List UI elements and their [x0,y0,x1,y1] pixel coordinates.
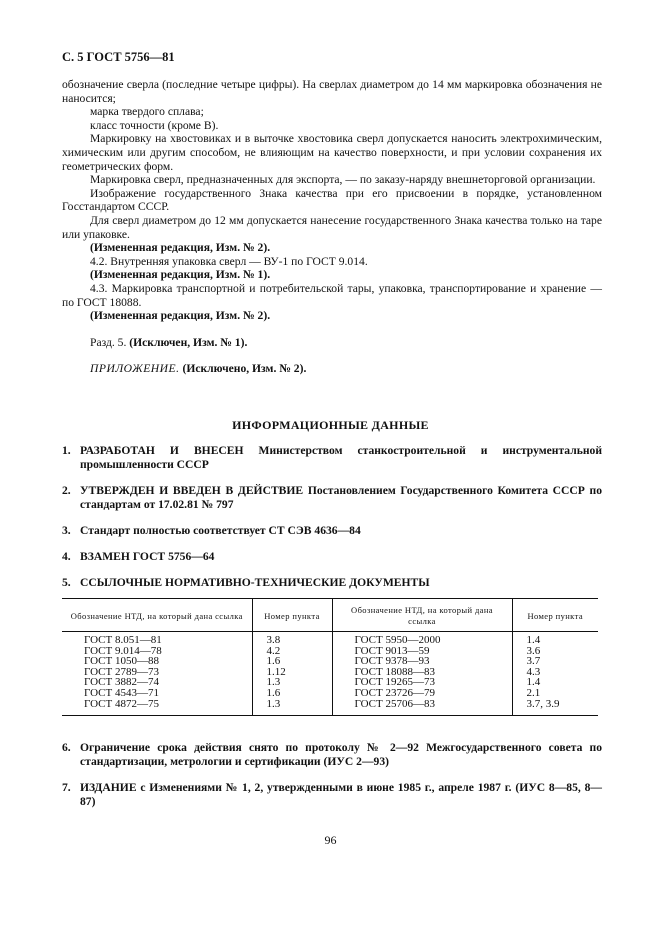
table-cell: 2.1 [526,686,541,699]
table-row [62,688,598,699]
table-cell: 3.6 [526,644,541,657]
table-cell: ГОСТ 5950—2000 [332,632,512,646]
info-item-3 [62,524,602,538]
item-number: 2. [62,484,71,497]
table-cell: 1.3 [252,677,332,688]
table-header-row [62,599,598,632]
table-cell: ГОСТ 8.051—81 [62,632,252,646]
paragraph: 4.2. Внутренняя упаковка сверл — ВУ-1 по ГОСТ 9.014. [90,254,368,268]
paragraph: Изображение государственного Знака качества при его присвоении в порядке, установленном Госстандартом СССР. [62,186,602,214]
item-number: 6. [62,741,71,754]
table-cell: ГОСТ 4872—75 [62,699,252,716]
info-title: ИНФОРМАЦИОННЫЕ ДАННЫЕ [232,418,429,432]
header-point-1: Номер пункта [252,599,332,632]
body-text [62,78,602,376]
paragraph: 4.3. Маркировка транспортной и потребительской тары, упаковка, транспортирование и хранение — по ГОСТ 18088. [62,281,602,309]
table-cell: ГОСТ 9378—93 [332,656,512,667]
table-cell: ГОСТ 18088—83 [332,667,512,678]
item-text: РАЗРАБОТАН И ВНЕСЕН Министерством станкостроительной и инструментальной промышленности СССР [80,444,602,471]
page-header: С. 5 ГОСТ 5756—81 [62,50,175,64]
table-cell: ГОСТ 9013—59 [332,646,512,657]
table-cell: ГОСТ 3882—74 [62,677,252,688]
razd-prefix: Разд. 5. [90,335,127,349]
table-cell: 1.6 [252,688,332,699]
item-number: 1. [62,444,71,457]
header-point-2: Номер пункта [512,599,598,632]
table-cell: ГОСТ 1050—88 [62,656,252,667]
razd-status: (Исключен, Изм. № 1). [129,335,248,349]
info-item-5 [62,576,602,590]
table-cell: ГОСТ 4543—71 [62,688,252,699]
table-row [62,632,598,646]
info-item-6 [62,741,602,769]
table-row [62,699,598,716]
table-cell: 3.7 [526,655,541,668]
table-cell: ГОСТ 2789—73 [62,667,252,678]
info-item-1 [62,444,602,472]
revision-note: (Измененная редакция, Изм. № 2). [90,309,271,323]
paragraph: класс точности (кроме В). [90,118,219,132]
table-cell: ГОСТ 23726—79 [332,688,512,699]
info-item-2 [62,484,602,512]
table-cell: 3.8 [252,632,332,646]
table-cell: ГОСТ 25706—83 [332,699,512,716]
table-cell: ГОСТ 9.014—78 [62,646,252,657]
table-cell: 1.4 [526,634,541,646]
item-text: Ограничение срока действия снято по протоколу № 2—92 Межгосударственного совета по стандартизации, метрологии и сертификации (ИУС 2—93) [80,741,602,768]
header-ntd-2: Обозначение НТД, на который дана ссылка [332,599,512,632]
prilozhenie-prefix: ПРИЛОЖЕНИЕ. [90,362,180,376]
info-item-7 [62,781,602,809]
table-cell: 4.2 [252,646,332,657]
item-number: 3. [62,524,71,537]
paragraph: марка твердого сплава; [90,105,204,119]
table-cell: 4.3 [526,665,541,678]
header-ntd-1: Обозначение НТД, на который дана ссылка [62,599,252,632]
item-text: УТВЕРЖДЕН И ВВЕДЕН В ДЕЙСТВИЕ Постановлением Государственного Комитета СССР по стандартам от 17.02.81 № 797 [80,484,602,511]
table-cell: 1.12 [252,667,332,678]
revision-note: (Измененная редакция, Изм. № 2). [90,241,271,255]
revision-note: (Измененная редакция, Изм. № 1). [90,268,271,282]
paragraph: обозначение сверла (последние четыре цифры). На сверлах диаметром до 14 мм маркировка обозначения не наносится; [62,78,602,105]
item-number: 5. [62,576,71,589]
paragraph: Маркировку на хвостовиках и в выточке хвостовика сверл допускается наносить электрохимическим, химическим или другим способом, не влияющим на качество поверхности, и при условии сохранения их геометрических форм. [62,132,602,173]
table-cell: 1.6 [252,656,332,667]
page-number: 96 [324,833,337,847]
prilozhenie-status: (Исключено, Изм. № 2). [182,362,307,376]
paragraph: Для сверл диаметром до 12 мм допускается нанесение государственного Знака качества только на таре или упаковке. [62,213,602,241]
item-text: ССЫЛОЧНЫЕ НОРМАТИВНО-ТЕХНИЧЕСКИЕ ДОКУМЕНТЫ [80,576,430,589]
table-cell: 1.3 [252,699,332,716]
razd-note [62,336,602,350]
item-number: 7. [62,781,71,794]
info-item-4 [62,550,602,564]
item-text: ИЗДАНИЕ с Изменениями № 1, 2, утвержденными в июне 1985 г., апреле 1987 г. (ИУС 8—85, 8—87) [80,781,602,808]
item-text: Стандарт полностью соответствует СТ СЭВ 4636—84 [80,524,361,537]
reference-documents-table [62,598,598,716]
table-cell: 3.7, 3.9 [512,699,598,716]
paragraph: Маркировка сверл, предназначенных для экспорта, — по заказу-наряду внешнеторговой организации. [90,173,596,187]
prilozhenie-note [62,362,602,376]
item-text: ВЗАМЕН ГОСТ 5756—64 [80,550,215,563]
table-cell: 1.4 [526,676,541,689]
item-number: 4. [62,550,71,563]
table-cell: ГОСТ 19265—73 [332,677,512,688]
